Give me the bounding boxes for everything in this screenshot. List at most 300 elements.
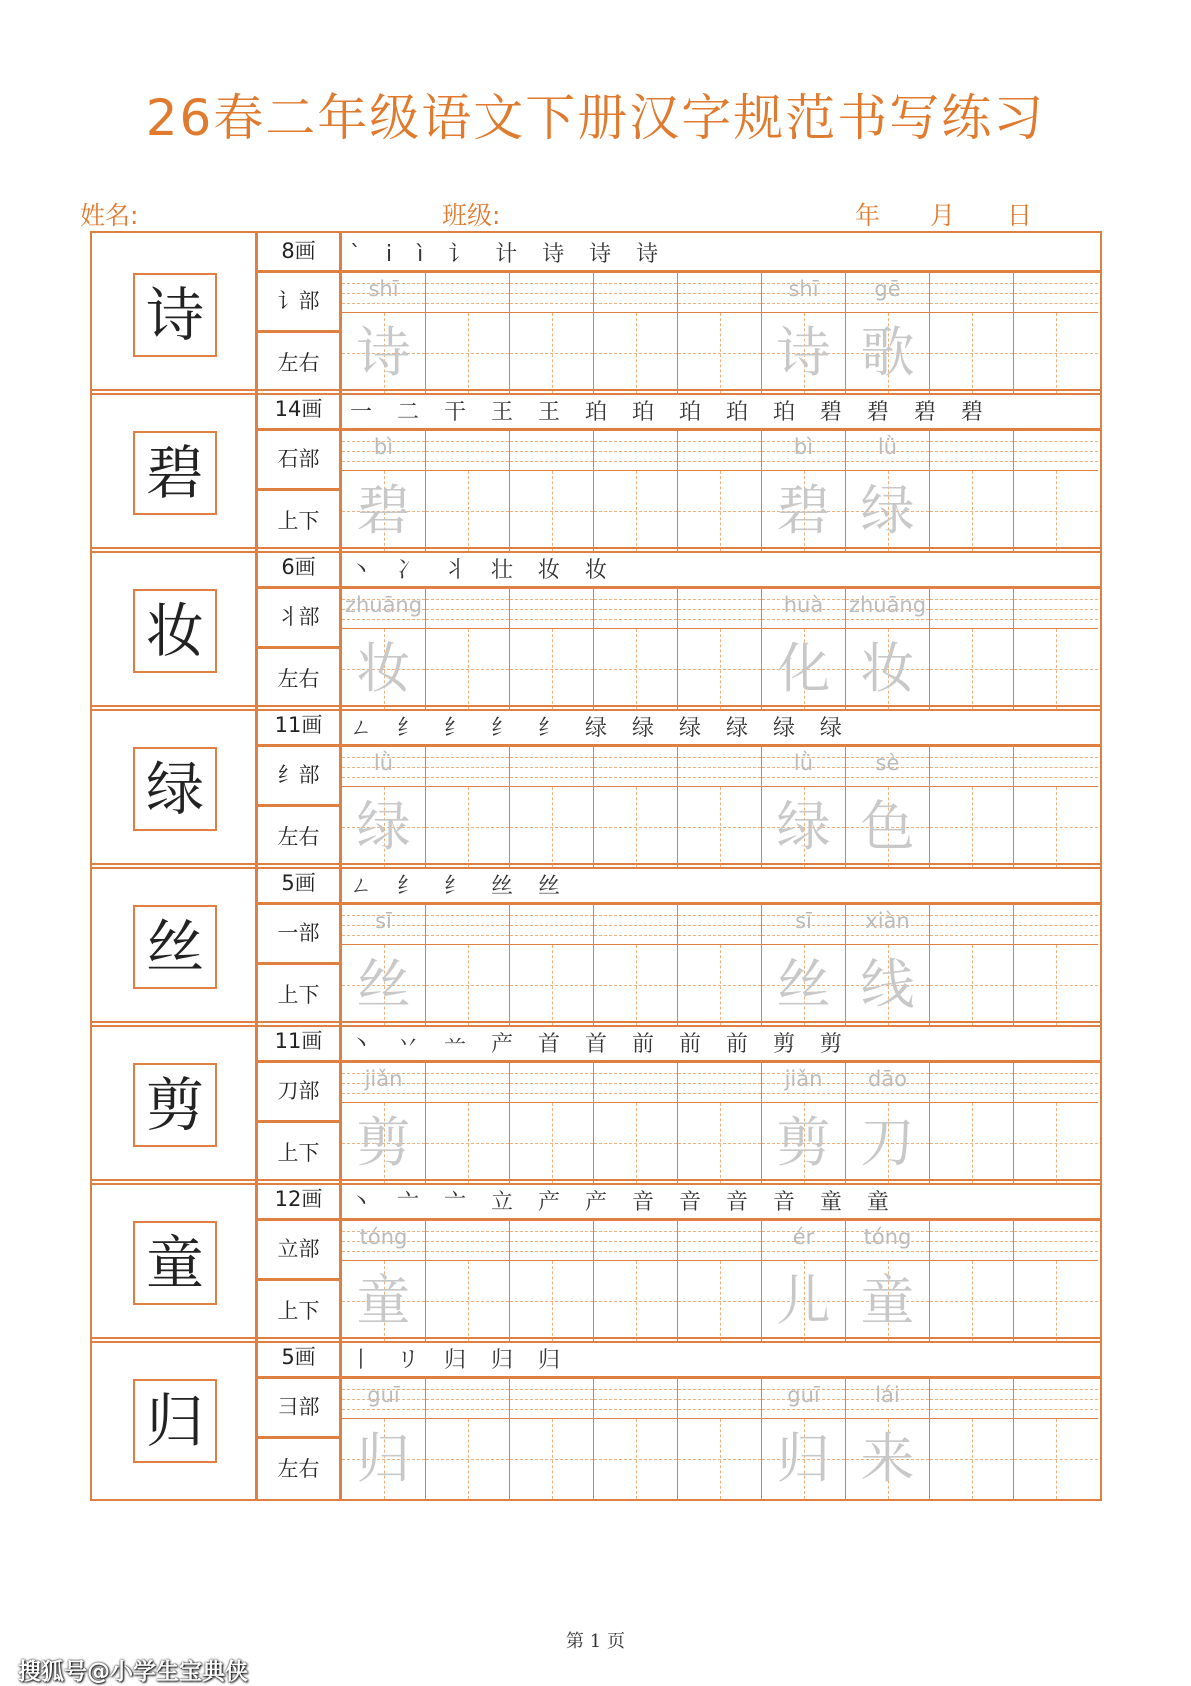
- trace-character: 诗: [776, 321, 831, 384]
- practice-cell[interactable]: [930, 905, 1014, 1025]
- practice-cell[interactable]: [426, 431, 510, 551]
- pinyin-guide-line: [846, 461, 929, 462]
- practice-cell[interactable]: [510, 1221, 594, 1341]
- trace-character: [930, 629, 1013, 709]
- practice-cell[interactable]: [426, 1379, 510, 1499]
- tian-grid: [930, 787, 1013, 867]
- name-label: 姓名:: [80, 201, 139, 230]
- practice-cell[interactable]: [594, 589, 678, 709]
- main-char-box: [133, 1063, 217, 1147]
- structure: 左右: [256, 1437, 341, 1501]
- pinyin-guide-line: [930, 293, 1013, 294]
- pinyin-guide-line: [1014, 283, 1098, 284]
- page-title: 26春二年级语文下册汉字规范书写练习: [145, 89, 1046, 147]
- tian-grid: [846, 945, 929, 1025]
- practice-cell[interactable]: [1014, 431, 1098, 551]
- practice-cell[interactable]: [342, 273, 426, 393]
- main-char-box: [133, 1379, 217, 1463]
- tian-grid: [846, 629, 929, 709]
- tian-grid: [678, 1261, 761, 1341]
- pinyin-guide-line: [510, 1409, 593, 1410]
- pinyin-guide-line: [342, 935, 425, 936]
- pinyin-guide-line: [342, 1409, 425, 1410]
- pinyin-guide-line: [846, 777, 929, 778]
- stroke-count: 5画: [256, 863, 341, 904]
- pinyin-guide-line: [678, 1231, 761, 1232]
- practice-cell[interactable]: [762, 431, 846, 551]
- tian-grid: [594, 787, 677, 867]
- stroke-order-bar: [340, 231, 1102, 272]
- trace-character: [594, 1419, 677, 1499]
- stroke-order-sequence: 丶 丷 䒑 产 首 首 前 前 前 剪 剪: [350, 1032, 851, 1057]
- stroke-order-bar: [340, 1021, 1102, 1062]
- pinyin-guide-line: [1014, 1399, 1098, 1400]
- pinyin-guide-line: [762, 1251, 845, 1252]
- pinyin-guide-line: [594, 1231, 677, 1232]
- practice-cell[interactable]: [342, 1221, 426, 1341]
- practice-cell[interactable]: [426, 273, 510, 393]
- page-number: 第 1 页: [566, 1631, 625, 1652]
- practice-cell[interactable]: [1014, 905, 1098, 1025]
- tian-grid: [342, 471, 425, 551]
- pinyin-zone: [510, 589, 593, 629]
- trace-character: [930, 1261, 1013, 1341]
- tian-grid: [510, 629, 593, 709]
- pinyin-zone: [846, 1063, 929, 1103]
- pinyin-guide-line: [426, 619, 509, 620]
- tian-grid: [846, 313, 929, 393]
- pinyin-guide-line: [930, 777, 1013, 778]
- tian-grid: [930, 1103, 1013, 1183]
- structure: 上下: [256, 963, 341, 1027]
- pinyin-zone: [342, 1379, 425, 1419]
- practice-cell[interactable]: [342, 1379, 426, 1499]
- pinyin-zone: [846, 1221, 929, 1261]
- pinyin-guide-line: [678, 293, 761, 294]
- practice-cell[interactable]: [594, 273, 678, 393]
- trace-character: 儿: [776, 1269, 831, 1332]
- pinyin-guide-line: [426, 293, 509, 294]
- pinyin-guide-line: [678, 777, 761, 778]
- tian-grid: [846, 1419, 929, 1499]
- pinyin-text: xiàn: [865, 909, 910, 933]
- practice-cell[interactable]: [846, 1221, 930, 1341]
- trace-character: 碧: [776, 479, 831, 542]
- tian-grid: [510, 313, 593, 393]
- practice-cell[interactable]: [846, 905, 930, 1025]
- tian-grid: [930, 1419, 1013, 1499]
- tian-grid: [510, 471, 593, 551]
- pinyin-guide-line: [510, 303, 593, 304]
- pinyin-guide-line: [930, 619, 1013, 620]
- practice-cell[interactable]: [678, 273, 762, 393]
- main-char-cell: [90, 231, 257, 395]
- radical: 立部: [256, 1219, 341, 1280]
- pinyin-guide-line: [930, 1251, 1013, 1252]
- practice-row: [90, 1179, 1102, 1343]
- tian-grid: [1014, 1103, 1098, 1183]
- practice-cell[interactable]: [846, 431, 930, 551]
- practice-cell[interactable]: [510, 747, 594, 867]
- practice-cell[interactable]: [846, 1063, 930, 1183]
- pinyin-guide-line: [846, 1251, 929, 1252]
- practice-cell[interactable]: [930, 273, 1014, 393]
- pinyin-guide-line: [510, 767, 593, 768]
- main-char-box: [133, 431, 217, 515]
- pinyin-text: huà: [783, 593, 824, 617]
- day-label: 日: [1007, 201, 1033, 230]
- pinyin-guide-line: [426, 1093, 509, 1094]
- pinyin-guide-line: [1014, 1241, 1098, 1242]
- trace-character: [1014, 471, 1098, 551]
- pinyin-zone: [1014, 905, 1098, 945]
- pinyin-guide-line: [510, 1399, 593, 1400]
- practice-cell[interactable]: [594, 905, 678, 1025]
- pinyin-guide-line: [594, 599, 677, 600]
- practice-cell[interactable]: [510, 273, 594, 393]
- tian-grid: [510, 945, 593, 1025]
- main-character: 剪: [145, 1071, 204, 1139]
- trace-character: [426, 629, 509, 709]
- pinyin-guide-line: [426, 303, 509, 304]
- stroke-order-sequence: ` i ì 讠 计 诗 诗 诗: [350, 242, 668, 267]
- practice-row: [90, 389, 1102, 553]
- trace-character: [594, 471, 677, 551]
- trace-character: 绿: [860, 479, 915, 542]
- pinyin-guide-line: [1014, 441, 1098, 442]
- trace-character: [510, 471, 593, 551]
- pinyin-guide-line: [762, 777, 845, 778]
- tian-grid: [342, 1103, 425, 1183]
- tian-grid: [594, 471, 677, 551]
- tian-grid: [1014, 629, 1098, 709]
- pinyin-guide-line: [930, 1241, 1013, 1242]
- main-character: 妆: [145, 597, 204, 665]
- pinyin-zone: [762, 1379, 845, 1419]
- practice-cell[interactable]: [930, 1379, 1014, 1499]
- pinyin-zone: [678, 1379, 761, 1419]
- pinyin-guide-line: [762, 461, 845, 462]
- main-character: 童: [145, 1229, 204, 1297]
- practice-cell[interactable]: [1014, 1221, 1098, 1341]
- practice-cell[interactable]: [594, 431, 678, 551]
- practice-cell[interactable]: [678, 905, 762, 1025]
- pinyin-guide-line: [930, 1073, 1013, 1074]
- pinyin-zone: [762, 747, 845, 787]
- tian-grid: [678, 313, 761, 393]
- tian-grid: [342, 1419, 425, 1499]
- radical: 刀部: [256, 1061, 341, 1122]
- practice-cell[interactable]: [930, 589, 1014, 709]
- pinyin-guide-line: [594, 303, 677, 304]
- pinyin-guide-line: [930, 1399, 1013, 1400]
- tian-grid: [846, 1103, 929, 1183]
- pinyin-zone: [930, 1221, 1013, 1261]
- pinyin-zone: [1014, 1379, 1098, 1419]
- pinyin-guide-line: [930, 925, 1013, 926]
- pinyin-text: jiǎn: [364, 1067, 403, 1091]
- practice-grid: [340, 271, 1102, 395]
- pinyin-zone: [510, 1379, 593, 1419]
- practice-cell[interactable]: [1014, 589, 1098, 709]
- tian-grid: [1014, 1419, 1098, 1499]
- pinyin-zone: [930, 905, 1013, 945]
- stroke-count: 6画: [256, 547, 341, 588]
- practice-cell[interactable]: [762, 1063, 846, 1183]
- trace-character: [510, 787, 593, 867]
- pinyin-guide-line: [510, 283, 593, 284]
- pinyin-zone: [930, 589, 1013, 629]
- pinyin-zone: [678, 747, 761, 787]
- main-character: 碧: [145, 439, 204, 507]
- main-char-cell: [90, 1021, 257, 1185]
- pinyin-guide-line: [426, 609, 509, 610]
- pinyin-zone: [930, 747, 1013, 787]
- pinyin-guide-line: [510, 915, 593, 916]
- pinyin-guide-line: [678, 757, 761, 758]
- pinyin-guide-line: [846, 303, 929, 304]
- pinyin-guide-line: [510, 935, 593, 936]
- pinyin-guide-line: [594, 451, 677, 452]
- pinyin-guide-line: [930, 441, 1013, 442]
- stroke-order-bar: [340, 705, 1102, 746]
- pinyin-guide-line: [930, 451, 1013, 452]
- pinyin-guide-line: [594, 925, 677, 926]
- pinyin-guide-line: [510, 461, 593, 462]
- pinyin-guide-line: [594, 1409, 677, 1410]
- trace-character: [930, 313, 1013, 393]
- pinyin-guide-line: [510, 619, 593, 620]
- practice-cell[interactable]: [594, 1063, 678, 1183]
- pinyin-guide-line: [594, 935, 677, 936]
- pinyin-guide-line: [510, 1083, 593, 1084]
- pinyin-guide-line: [342, 619, 425, 620]
- pinyin-guide-line: [846, 935, 929, 936]
- stroke-count: 5画: [256, 1337, 341, 1378]
- pinyin-guide-line: [678, 303, 761, 304]
- practice-cell[interactable]: [678, 431, 762, 551]
- practice-cell[interactable]: [342, 589, 426, 709]
- pinyin-guide-line: [930, 1389, 1013, 1390]
- pinyin-guide-line: [594, 441, 677, 442]
- pinyin-guide-line: [678, 935, 761, 936]
- pinyin-text: lǜ: [793, 751, 814, 775]
- practice-cell[interactable]: [426, 1221, 510, 1341]
- practice-cell[interactable]: [678, 747, 762, 867]
- pinyin-guide-line: [594, 757, 677, 758]
- pinyin-guide-line: [930, 1231, 1013, 1232]
- trace-character: 丝: [776, 953, 831, 1016]
- practice-cell[interactable]: [342, 1063, 426, 1183]
- pinyin-guide-line: [1014, 935, 1098, 936]
- watermark: 搜狐号@小学生宝典侠: [18, 1659, 248, 1685]
- pinyin-guide-line: [426, 1083, 509, 1084]
- practice-cell[interactable]: [594, 747, 678, 867]
- practice-row: [90, 705, 1102, 869]
- pinyin-guide-line: [510, 293, 593, 294]
- practice-cell[interactable]: [426, 905, 510, 1025]
- practice-cell[interactable]: [762, 273, 846, 393]
- tian-grid: [762, 1419, 845, 1499]
- year-label: 年: [855, 201, 881, 230]
- practice-cell[interactable]: [342, 905, 426, 1025]
- pinyin-guide-line: [426, 461, 509, 462]
- pinyin-guide-line: [426, 451, 509, 452]
- trace-character: [930, 1103, 1013, 1183]
- main-char-box: [133, 589, 217, 673]
- pinyin-guide-line: [1014, 1083, 1098, 1084]
- trace-character: [426, 471, 509, 551]
- practice-cell[interactable]: [846, 589, 930, 709]
- stroke-count: 14画: [256, 389, 341, 430]
- tian-grid: [1014, 313, 1098, 393]
- practice-cell[interactable]: [762, 747, 846, 867]
- practice-cell[interactable]: [762, 1379, 846, 1499]
- practice-cell[interactable]: [1014, 273, 1098, 393]
- pinyin-guide-line: [1014, 303, 1098, 304]
- tian-grid: [1014, 787, 1098, 867]
- pinyin-guide-line: [1014, 293, 1098, 294]
- practice-cell[interactable]: [1014, 1063, 1098, 1183]
- stroke-order-bar: [340, 547, 1102, 588]
- pinyin-guide-line: [678, 619, 761, 620]
- practice-cell[interactable]: [510, 589, 594, 709]
- pinyin-zone: [846, 431, 929, 471]
- pinyin-guide-line: [510, 1241, 593, 1242]
- tian-grid: [510, 1261, 593, 1341]
- trace-character: [930, 787, 1013, 867]
- trace-character: [678, 1261, 761, 1341]
- practice-cell[interactable]: [594, 1221, 678, 1341]
- practice-cell[interactable]: [762, 1221, 846, 1341]
- pinyin-text: bì: [793, 435, 814, 459]
- pinyin-zone: [846, 273, 929, 313]
- practice-grid: [340, 1377, 1102, 1501]
- trace-character: [426, 945, 509, 1025]
- practice-cell[interactable]: [930, 1221, 1014, 1341]
- pinyin-guide-line: [678, 609, 761, 610]
- trace-character: [930, 945, 1013, 1025]
- tian-grid: [678, 945, 761, 1025]
- practice-cell[interactable]: [678, 1221, 762, 1341]
- practice-cell[interactable]: [1014, 747, 1098, 867]
- practice-cell[interactable]: [846, 1379, 930, 1499]
- tian-grid: [342, 945, 425, 1025]
- practice-cell[interactable]: [510, 431, 594, 551]
- pinyin-guide-line: [930, 283, 1013, 284]
- tian-grid: [426, 1103, 509, 1183]
- trace-character: [1014, 1419, 1098, 1499]
- pinyin-guide-line: [1014, 767, 1098, 768]
- tian-grid: [678, 629, 761, 709]
- pinyin-guide-line: [510, 441, 593, 442]
- pinyin-guide-line: [510, 1231, 593, 1232]
- pinyin-zone: [426, 905, 509, 945]
- trace-character: [930, 471, 1013, 551]
- pinyin-guide-line: [594, 1073, 677, 1074]
- practice-grid: [340, 587, 1102, 711]
- practice-cell[interactable]: [342, 431, 426, 551]
- pinyin-guide-line: [1014, 599, 1098, 600]
- trace-character: [1014, 787, 1098, 867]
- pinyin-guide-line: [678, 1389, 761, 1390]
- pinyin-zone: [678, 589, 761, 629]
- pinyin-text: ér: [792, 1225, 815, 1249]
- pinyin-guide-line: [1014, 925, 1098, 926]
- main-char-cell: [90, 1337, 257, 1501]
- trace-character: 绿: [356, 795, 411, 858]
- trace-character: 碧: [356, 479, 411, 542]
- practice-cell[interactable]: [762, 905, 846, 1025]
- practice-cell[interactable]: [426, 589, 510, 709]
- practice-cell[interactable]: [510, 905, 594, 1025]
- practice-cell[interactable]: [930, 431, 1014, 551]
- trace-character: [678, 471, 761, 551]
- practice-sheet: [90, 231, 1102, 1603]
- trace-character: [594, 1103, 677, 1183]
- structure: 左右: [256, 805, 341, 869]
- practice-cell[interactable]: [678, 1063, 762, 1183]
- trace-character: 刀: [860, 1111, 915, 1174]
- practice-cell[interactable]: [594, 1379, 678, 1499]
- main-char-cell: [90, 389, 257, 553]
- practice-cell[interactable]: [1014, 1379, 1098, 1499]
- tian-grid: [678, 1419, 761, 1499]
- main-character: 归: [145, 1387, 204, 1455]
- practice-cell[interactable]: [426, 1063, 510, 1183]
- practice-cell[interactable]: [342, 747, 426, 867]
- pinyin-guide-line: [678, 1073, 761, 1074]
- tian-grid: [762, 629, 845, 709]
- pinyin-zone: [510, 1063, 593, 1103]
- pinyin-zone: [594, 273, 677, 313]
- practice-cell[interactable]: [846, 747, 930, 867]
- trace-character: 色: [860, 795, 915, 858]
- pinyin-guide-line: [678, 441, 761, 442]
- pinyin-guide-line: [678, 767, 761, 768]
- main-character: 诗: [145, 281, 204, 349]
- tian-grid: [1014, 471, 1098, 551]
- stroke-order-sequence: ㄥ 纟 纟 纟 纟 绿 绿 绿 绿 绿 绿: [350, 716, 851, 741]
- stroke-count: 12画: [256, 1179, 341, 1220]
- pinyin-guide-line: [930, 935, 1013, 936]
- pinyin-zone: [342, 589, 425, 629]
- practice-cell[interactable]: [846, 273, 930, 393]
- pinyin-guide-line: [342, 461, 425, 462]
- practice-cell[interactable]: [678, 1379, 762, 1499]
- pinyin-zone: [594, 589, 677, 629]
- practice-cell[interactable]: [426, 747, 510, 867]
- pinyin-text: bì: [373, 435, 394, 459]
- practice-cell[interactable]: [762, 589, 846, 709]
- pinyin-zone: [510, 905, 593, 945]
- pinyin-guide-line: [510, 777, 593, 778]
- practice-cell[interactable]: [930, 1063, 1014, 1183]
- pinyin-zone: [678, 273, 761, 313]
- practice-cell[interactable]: [930, 747, 1014, 867]
- pinyin-guide-line: [594, 293, 677, 294]
- practice-cell[interactable]: [678, 589, 762, 709]
- practice-grid: [340, 745, 1102, 869]
- practice-cell[interactable]: [510, 1379, 594, 1499]
- pinyin-guide-line: [678, 1399, 761, 1400]
- pinyin-text: tóng: [863, 1225, 912, 1249]
- pinyin-guide-line: [762, 935, 845, 936]
- pinyin-guide-line: [594, 1241, 677, 1242]
- practice-cell[interactable]: [510, 1063, 594, 1183]
- trace-character: 丝: [356, 953, 411, 1016]
- pinyin-zone: [846, 1379, 929, 1419]
